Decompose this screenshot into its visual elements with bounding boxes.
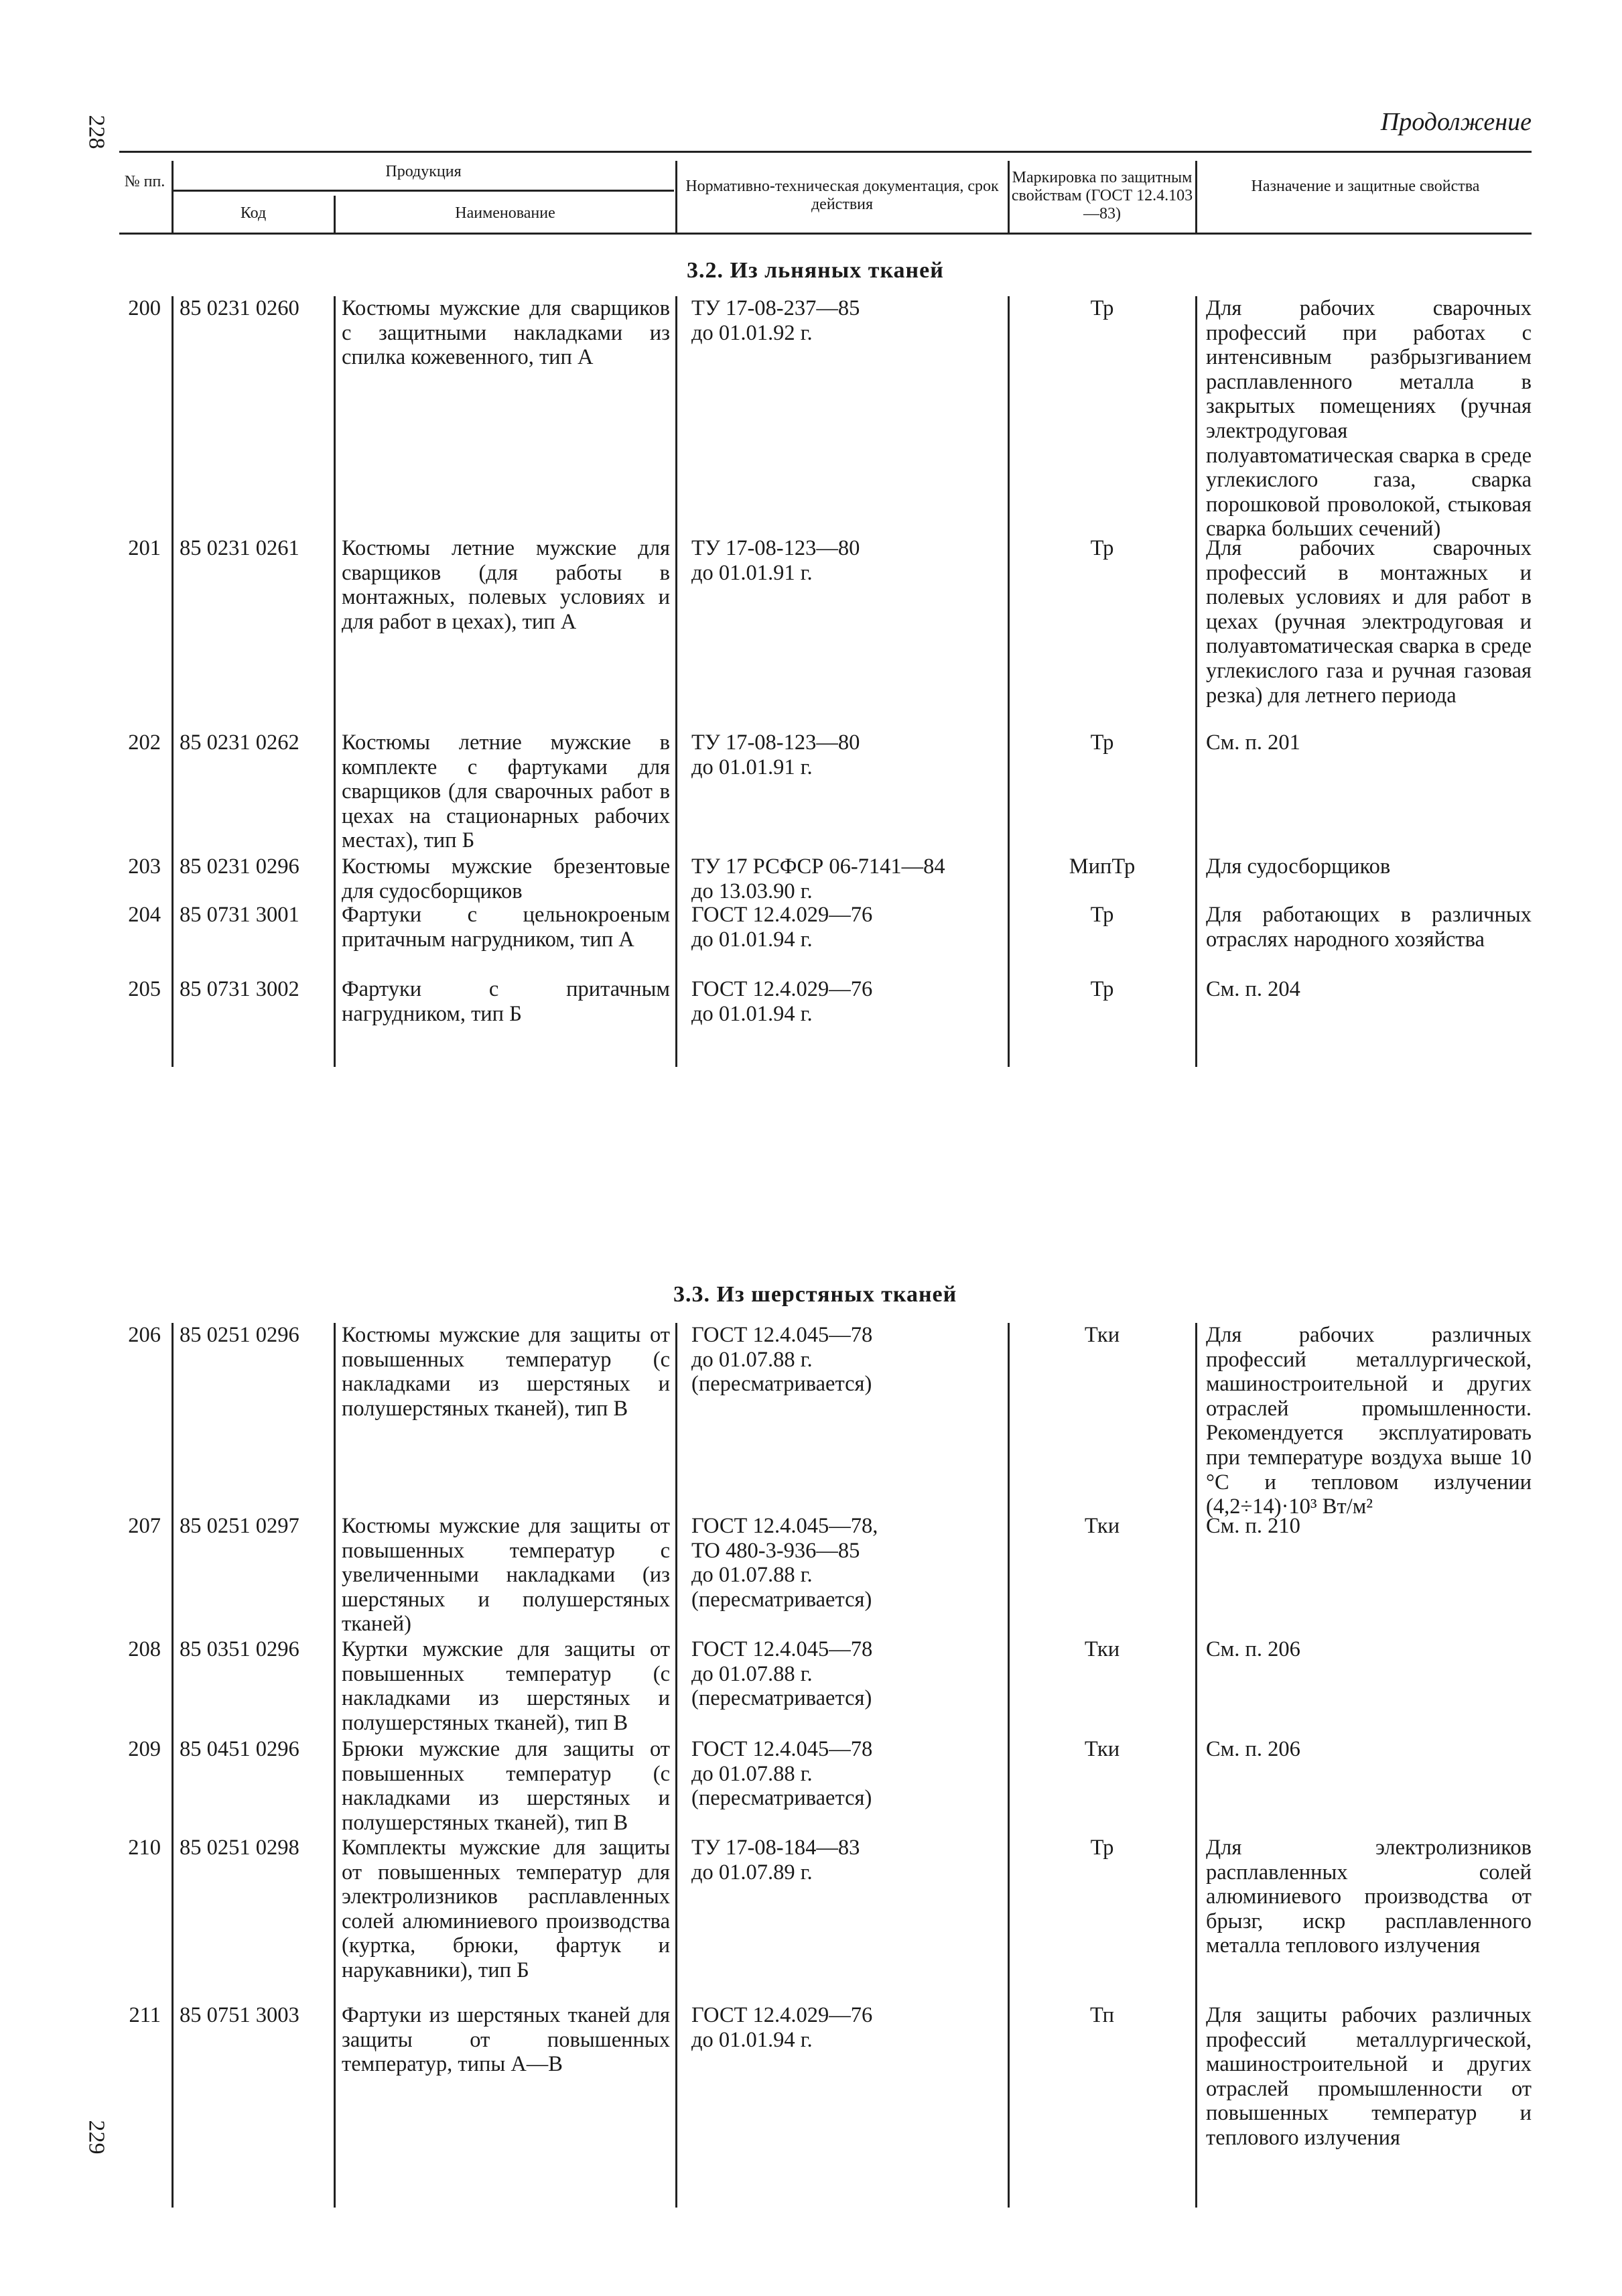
row-code-cell: 85 0231 0260 [180, 296, 299, 320]
header-col-divider [675, 161, 677, 233]
row-name-cell: Комплекты мужские для защиты от повышенных температур для электролизников расплавленных солей алюминиевого производства (куртка, брюки, фартук и нарукавники), тип Б [342, 1836, 670, 1982]
row-mark-cell: Тр [1090, 1836, 1114, 1860]
row-purpose-cell: См. п. 204 [1206, 977, 1300, 1001]
column-rule [334, 296, 336, 1067]
header-product: Продукция [385, 163, 462, 180]
row-code-cell: 85 0251 0297 [180, 1514, 299, 1538]
row-mark-cell: Тр [1090, 730, 1114, 755]
row-code-cell: 85 0731 3001 [180, 903, 299, 927]
row-purpose-cell: Для рабочих различных профессий металлургической, машиностроительной и других отраслей промышленности. Рекомендуется эксплуатировать при температуре воздуха выше 10 °С и тепловом излучении (4,2÷14)·10³ Вт/м² [1206, 1323, 1532, 1519]
page-number-bottom: 229 [84, 2120, 109, 2155]
row-no-cell: 204 [128, 903, 161, 927]
row-doc-cell: ГОСТ 12.4.045—78, ТО 480-3-936—85 до 01.07.88 г. (пересматривается) [691, 1514, 878, 1612]
header-name: Наименование [455, 204, 555, 222]
column-rule [334, 1323, 336, 2208]
row-mark-cell: Тп [1089, 2003, 1114, 2027]
row-mark-cell: МипТр [1069, 854, 1136, 879]
page-number-top: 228 [84, 115, 109, 149]
row-doc-cell: ТУ 17-08-237—85 до 01.01.92 г. [691, 296, 860, 345]
row-mark-cell: Тки [1084, 1637, 1120, 1661]
row-no-cell: 207 [128, 1514, 161, 1538]
row-purpose-cell: См. п. 206 [1206, 1737, 1300, 1761]
row-name-cell: Куртки мужские для защиты от повышенных температур (с накладками из шерстяных и полушерстяных тканей), тип В [342, 1637, 670, 1735]
row-purpose-cell: Для судосборщиков [1206, 854, 1391, 879]
row-purpose-cell: См. п. 206 [1206, 1637, 1300, 1661]
row-code-cell: 85 0231 0296 [180, 854, 299, 879]
row-doc-cell: ГОСТ 12.4.045—78 до 01.07.88 г. (пересматривается) [691, 1637, 873, 1711]
section-title: 3.2. Из льняных тканей [687, 258, 944, 283]
continued-label: Продолжение [1380, 108, 1532, 136]
row-no-cell: 201 [128, 536, 161, 560]
row-no-cell: 211 [129, 2003, 161, 2027]
row-mark-cell: Тки [1084, 1514, 1120, 1538]
row-doc-cell: ТУ 17-08-123—80 до 01.01.91 г. [691, 536, 860, 585]
row-mark-cell: Тр [1090, 977, 1114, 1001]
header-col-divider [1008, 161, 1010, 233]
row-code-cell: 85 0251 0296 [180, 1323, 299, 1347]
row-no-cell: 200 [128, 296, 161, 320]
header-code: Код [240, 204, 267, 222]
row-doc-cell: ГОСТ 12.4.029—76 до 01.01.94 г. [691, 2003, 873, 2052]
row-purpose-cell: Для рабочих сварочных профессий при работах с интенсивным разбрызгиванием расплавленного металла в закрытых помещениях (ручная электродуговая полуавтоматическая сварка в среде углекислого газа, сварка порошковой проволокой, стыковая сварка больших сечений) [1206, 296, 1532, 541]
row-no-cell: 208 [128, 1637, 161, 1661]
row-purpose-cell: См. п. 210 [1206, 1514, 1300, 1538]
column-rule [1195, 296, 1197, 1067]
row-name-cell: Костюмы мужские брезентовые для судосборщиков [342, 854, 670, 903]
column-rule [1195, 1323, 1197, 2208]
row-name-cell: Брюки мужские для защиты от повышенных температур (с накладками из шерстяных и полушерстяных тканей), тип В [342, 1737, 670, 1835]
row-code-cell: 85 0231 0262 [180, 730, 299, 755]
row-no-cell: 203 [128, 854, 161, 879]
row-name-cell: Костюмы мужские для защиты от повышенных температур (с накладками из шерстяных и полушерстяных тканей), тип В [342, 1323, 670, 1421]
row-no-cell: 205 [128, 977, 161, 1001]
row-doc-cell: ГОСТ 12.4.029—76 до 01.01.94 г. [691, 977, 873, 1026]
row-purpose-cell: Для работающих в различных отраслях народного хозяйства [1206, 903, 1532, 952]
row-mark-cell: Тки [1084, 1737, 1120, 1761]
row-code-cell: 85 0451 0296 [180, 1737, 299, 1761]
row-purpose-cell: Для рабочих сварочных профессий в монтажных и полевых условиях и для работ в цехах (ручная электродуговая и полуавтоматическая сварка в среде углекислого газа и ручная газовая резка) для летнего периода [1206, 536, 1532, 708]
header-product-rule [173, 190, 674, 192]
row-mark-cell: Тр [1090, 903, 1114, 927]
row-doc-cell: ГОСТ 12.4.029—76 до 01.01.94 г. [691, 903, 873, 952]
row-no-cell: 202 [128, 730, 161, 755]
column-rule [675, 296, 677, 1067]
header-col-divider [1195, 161, 1197, 233]
column-rule [172, 296, 174, 1067]
header-bottom-rule [119, 233, 1532, 235]
row-no-cell: 210 [128, 1836, 161, 1860]
row-mark-cell: Тр [1090, 296, 1114, 320]
row-code-cell: 85 0751 3003 [180, 2003, 299, 2027]
row-name-cell: Фартуки из шерстяных тканей для защиты от повышенных температур, типы А—В [342, 2003, 670, 2077]
row-code-cell: 85 0231 0261 [180, 536, 299, 560]
column-rule [1008, 1323, 1010, 2208]
row-doc-cell: ТУ 17 РСФСР 06-7141—84 до 13.03.90 г. [691, 854, 945, 903]
row-name-cell: Костюмы мужские для сварщиков с защитными накладками из спилка кожевенного, тип А [342, 296, 670, 370]
header-col-divider [172, 161, 174, 233]
row-name-cell: Костюмы летние мужские для сварщиков (для работы в монтажных, полевых условиях и для работ в цехах), тип А [342, 536, 670, 634]
row-code-cell: 85 0251 0298 [180, 1836, 299, 1860]
column-rule [1008, 296, 1010, 1067]
header-col-divider [334, 196, 336, 233]
column-rule [172, 1323, 174, 2208]
row-doc-cell: ТУ 17-08-184—83 до 01.07.89 г. [691, 1836, 860, 1885]
row-no-cell: 209 [128, 1737, 161, 1761]
row-mark-cell: Тки [1084, 1323, 1120, 1347]
header-marking: Маркировка по защитным свойствам (ГОСТ 12.4.103—83) [1011, 169, 1193, 222]
header-purpose: Назначение и защитные свойства [1251, 178, 1480, 195]
row-purpose-cell: Для электролизников расплавленных солей алюминиевого производства от брызг, искр расплавленного металла теплового излучения [1206, 1836, 1532, 1958]
row-name-cell: Костюмы мужские для защиты от повышенных температур с увеличенными накладками (из шерстяных и полушерстяных тканей) [342, 1514, 670, 1637]
row-code-cell: 85 0731 3002 [180, 977, 299, 1001]
row-mark-cell: Тр [1090, 536, 1114, 560]
row-name-cell: Фартуки с притачным нагрудником, тип Б [342, 977, 670, 1026]
header-doc: Нормативно-техническая документация, срок действия [685, 178, 999, 213]
row-doc-cell: ГОСТ 12.4.045—78 до 01.07.88 г. (пересматривается) [691, 1737, 873, 1811]
row-purpose-cell: Для защиты рабочих различных профессий металлургической, машиностроительной и других отраслей промышленности от повышенных температур и теплового излучения [1206, 2003, 1532, 2150]
row-doc-cell: ТУ 17-08-123—80 до 01.01.91 г. [691, 730, 860, 779]
row-name-cell: Костюмы летние мужские в комплекте с фартуками для сварщиков (для сварочных работ в цехах на стационарных рабочих местах), тип Б [342, 730, 670, 853]
header-no: № пп. [124, 173, 165, 190]
column-rule [675, 1323, 677, 2208]
row-no-cell: 206 [128, 1323, 161, 1347]
header-top-rule [119, 151, 1532, 153]
row-code-cell: 85 0351 0296 [180, 1637, 299, 1661]
row-doc-cell: ГОСТ 12.4.045—78 до 01.07.88 г. (пересматривается) [691, 1323, 873, 1397]
row-purpose-cell: См. п. 201 [1206, 730, 1300, 755]
row-name-cell: Фартуки с цельнокроеным притачным нагрудником, тип А [342, 903, 670, 952]
section-title: 3.3. Из шерстяных тканей [673, 1282, 957, 1307]
